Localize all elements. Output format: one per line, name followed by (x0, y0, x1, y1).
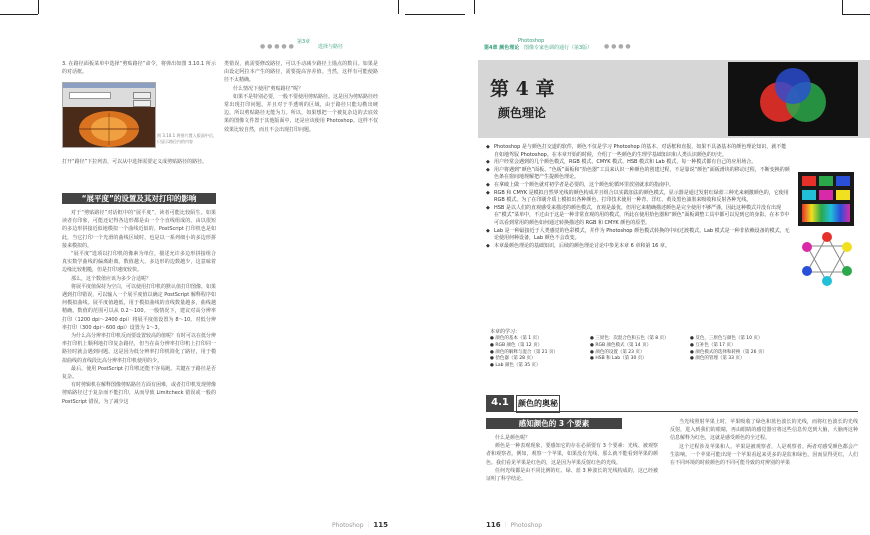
section-title: 颜色的奥秘 (516, 395, 560, 413)
crop-mark (0, 14, 38, 15)
header-chapter: 第4章 颜色理论 (484, 45, 520, 51)
topics-row: ● RGB 颜色（第 12 页） ● RGB 颜色模式（第 14 页） ● 互补色（第 17 页） (490, 342, 736, 348)
chapter-bullets (486, 144, 790, 250)
page-header (260, 40, 400, 50)
rgb-circles-icon (728, 62, 858, 136)
swatch (819, 190, 833, 200)
leaf-image (63, 107, 155, 147)
color-wheel-icon (800, 232, 854, 286)
paragraph: 对于“剪贴路径”对话框中的“展平度”，读者可能比较陌生。如果读者有印象，可能还记得各边形都是由一个个直线组成的。由以很短的多边形拼接近似地模拟一个曲线近似的。PostScript 打印机也是如此，当它打印一个光滑的曲线区域时，也是以一系列细小的多边形拼接来模拟的。 (62, 210, 216, 249)
topics-label: 本章的学习： (490, 329, 521, 335)
footer-label: Photoshop (510, 522, 543, 529)
right-footer: 116 ｜ Photoshop (486, 521, 543, 529)
left-page (40, 0, 400, 535)
color-swatch-figure (798, 172, 854, 226)
paragraph: 这个过程涉及苹果和人。苹果是被观察者，人是观察者。两者对感受颜色都会产生影响。一个苹果可能出现一个苹果看起来更多的是监和绿色，因而显得更红，人们在不同环境的时候颜色的不同可能导致的对辨别的苹果 (670, 443, 858, 467)
topics-row: ● Lab 颜色（第 35 页） (490, 363, 541, 369)
header-title: 选择与路径 (318, 44, 344, 50)
crop-mark (474, 0, 475, 14)
page-number: 115 (373, 521, 388, 529)
left-footer: Photoshop ｜ 115 (331, 521, 388, 529)
swatch (802, 176, 816, 186)
header-dots: ● ● ● ● ● (260, 43, 294, 50)
swatch (836, 176, 850, 186)
sub-heading: 感知颜色的 3 个要素 (486, 418, 622, 429)
paragraph: 任何光线都是由不同比例的红、绿、蓝 3 种波长的光线构成的，这已经被证明了科学结论。 (486, 467, 658, 483)
crop-mark (405, 14, 465, 15)
bullet-item: ◆ 用户将遇到“颜色”面板、“色板”面板和“拾色器”工具来认识一种颜色的创建过程，不是靠说“颜色”面板滑块的移动过程，不断变换的颜色条在窗间地规解把产生提颜色理论。 (486, 166, 790, 181)
paragraph: 如果不是特别必要，一般不要使用剪贴路径。这是因为剪贴路径经常出现打印问题。并且对于半透明的区域，由于路径只能勾勒出硬边，所以剪贴路径无能为力。所以，如果想把一个被复杂边的去底效果的图像文件置于其他版面中，还是应该使用 Photoshop。这样不仅效果比较自然，而且不会出现打印问题。 (224, 93, 378, 133)
paragraph: 为什么高分辨率打印机反而要设置较高的值呢？有时可以在低分辨率打印机上顺利地打印复杂路径，但当在高分辨率打印机上打印同一路径时就会遇到问题。这是因为低分辨率打印机简化了路径，用于模拟曲线的直线段比高分辨率打印机使用的少。 (62, 333, 216, 364)
chapter-banner (478, 60, 870, 138)
footer-label: Photoshop (331, 522, 364, 529)
swatch (819, 176, 833, 186)
section-column-1 (486, 434, 658, 520)
right-page (478, 0, 870, 535)
page-number: 116 (486, 521, 501, 529)
topics-list (490, 336, 790, 370)
spectrum-bar (802, 204, 850, 222)
bullet-item: ◆ 在拿破上做一个颜色就对初学者是必要的，这个颜色轮循环里放别就求的指南中。 (486, 181, 675, 188)
left-column-2 (224, 60, 378, 180)
paragraph: 将展平度值保持为空白，可以使用打印机的默认值打印图像。如果遇到打印错误，可以输入一个展平度值以确定 PostScript 解释程序如何模拟曲线。展平度值越低，用于模拟曲线的直线数量越多，曲线越精确。数值的范围可以从 0.2～100。一般情况下，建议对高分辨率打印（1200 dpi～2400 dpi）将展平度值设置为 8～10。对低分辨率打印（300 dpi～600 dpi）设置为 1～3。 (62, 283, 216, 331)
dialog-titlebar (63, 83, 155, 88)
section-rule (486, 411, 858, 412)
header-book: Photoshop (518, 38, 545, 44)
topics-row: ● 颜色的基本（第 1 页） ● 三原色：次混合色和五色（第 8 页） ● 反色，三原色与颜色（第 10 页） (490, 336, 763, 341)
topics-row: ● 拾色器（第 28 页） ● HSB 和 Lab（第 30 页） ● 颜色的管理（第 33 页） (490, 356, 745, 362)
paragraph: 类错误，就需要修改路径，可以手动减少路径上锚点的数目。如果是由设定阿拉本产生的路径，需要提高容差值。当然，这样有可能使路径不太精确。 (224, 61, 378, 84)
page-header (484, 38, 864, 52)
topics-row: ● 颜色的解释与混合（第 21 页） ● 颜色的设置（第 23 页） ● 颜色模式的选择和转换（第 26 页） (490, 349, 767, 355)
paragraph: 什么是颜色呢？ (495, 435, 531, 441)
section-number: 4.1 (486, 395, 514, 411)
chapter-number: 第 4 章 (490, 78, 555, 100)
paragraph: 那么，这个数值应该为多少合适呢？ (71, 275, 152, 282)
dialog-figure (62, 82, 156, 148)
swatch (802, 190, 816, 200)
section-column-2 (670, 418, 858, 522)
intro-text: 3. 在路径面板菜单中选择“剪贴路径”命令，将弹出如图 3.10.1 所示的对话框。 (62, 61, 216, 76)
paragraph: 颜色是一种表观现象，要感知它的存在必须要有 3 个要素：光线、被观察者和观察者。例如，观察一个苹果，如果没有光线，那么就不能看到苹果的颜色。我们看见苹果是红色的，这是因为苹果反射红色的光线。 (486, 443, 658, 466)
dialog-cancel-button[interactable] (133, 100, 151, 107)
paragraph: 最后，使用 PostScript 打印机还能不容易跑。关键在于路径是否复杂。 (62, 365, 216, 381)
bullet-item: ◆ 本章最颜色理论的基础知识，后续的颜色理论讨论中参见本章 6 章和第 16 章。 (486, 242, 670, 249)
crop-mark (38, 0, 39, 14)
header-sub: 图像专家色调的通行（第3版） (524, 45, 593, 51)
section-heading: “展平度”的设置及其对打印的影响 (62, 193, 216, 204)
swatch (836, 190, 850, 200)
chapter-title: 颜色理论 (498, 106, 547, 120)
dialog-ok-button[interactable] (133, 92, 151, 99)
header-chapter: 第3章 (297, 39, 311, 45)
bullet-item: ◆ 用户经常会遇到的几个颜色模式，RGB 模式、CMYK 模式、HSB 模式和 Lab 模式，每一种模式都有自己的应用场合。 (486, 159, 757, 166)
bullet-item: ◆ Photoshop 是与颜色打交道的软件，颜色不仅是学习 Photoshop 的基本、对话框和直报，如果不具备基本的颜色理论知识，就不能自如地驾驭 Photoshop。在本章开始的时候，介绍了一些颜色的生理学基础知识和人类认识颜色的历史。 (486, 144, 787, 158)
bullet-item: ◆ HSB 是以人们的直观感受来描述的颜色模式，直观是最优，但用它来精确描述颜色是完全使用不够严谨，因此这种模式并没有出现在“模式”菜单中，不过由于这是一种非常直观的用的模式，所此在使用拾色器和“颜色”面板调整工具中都可以见到它的身影。在本节中可以看到常用的颜色如何通过转换描述的 RGB 和 CMYK 颜色的原型。 (486, 204, 790, 226)
leaf-icon (63, 107, 155, 147)
header-dots: ● ● ● ● (604, 43, 631, 50)
bullet-item: ◆ RGB 和 CMYK 是模拟自然界光线的颜色构成并且组合以实践加法的颜色模式，显示器是通过发射红绿蓝三种光来刺激颜色的，它使用 RGB 模式。为了在印刷介质上模拟出各种颜色，打印技术使用一种青、洋红、黄及黑色油墨来吸收和反射各种光线。 (486, 189, 789, 204)
dialog-field (69, 92, 111, 99)
figure-caption: 图 3.10.1 将图片置入版面中后，只显示路径内的内容 (157, 133, 217, 144)
paragraph: 有时剪辑机在解释图像剪贴路径方面有困难，或者打印机发现剪像剪贴路径过于复杂而不能打印，从而导致 Limitcheck 错误或一般的 PostScript 错误。为了减少这 (62, 382, 216, 405)
bullet-item: ◆ Lab 是一种最接近于人类感觉的色彩模式，并作为 Photoshop 颜色模式转换的中间过渡模式。Lab 模式是一种非依赖设备的模式，无论使用何种设备，Lab 颜色不会改变。 (486, 227, 790, 242)
after-figure-text: 打开“路径”下拉列表，可以从中选择需要定义成剪贴路径的路径。 (62, 159, 208, 165)
paragraph: “展平度”选项以打印机的像素为单位，描述允许多边形拼接组合真实数学曲线的偏离距离。数值越大，多边形的边数越少，这意味着边缘比较粗糙，但是打印速度较快。 (62, 251, 216, 274)
paragraph: 什么情况下使用“剪贴路径”呢？ (233, 85, 304, 92)
paragraph: 当光线照射苹果上时，苹果吸收了绿色和蓝色波长的光线，而将红色波长的光线反射，进入到我们的眼睛，再由眼睛的感觉器官将这些信息传送到大脑，大脑再这种信息解释为红色，这就是感受颜色的全过程。 (670, 419, 858, 442)
left-column-1 (62, 209, 216, 524)
